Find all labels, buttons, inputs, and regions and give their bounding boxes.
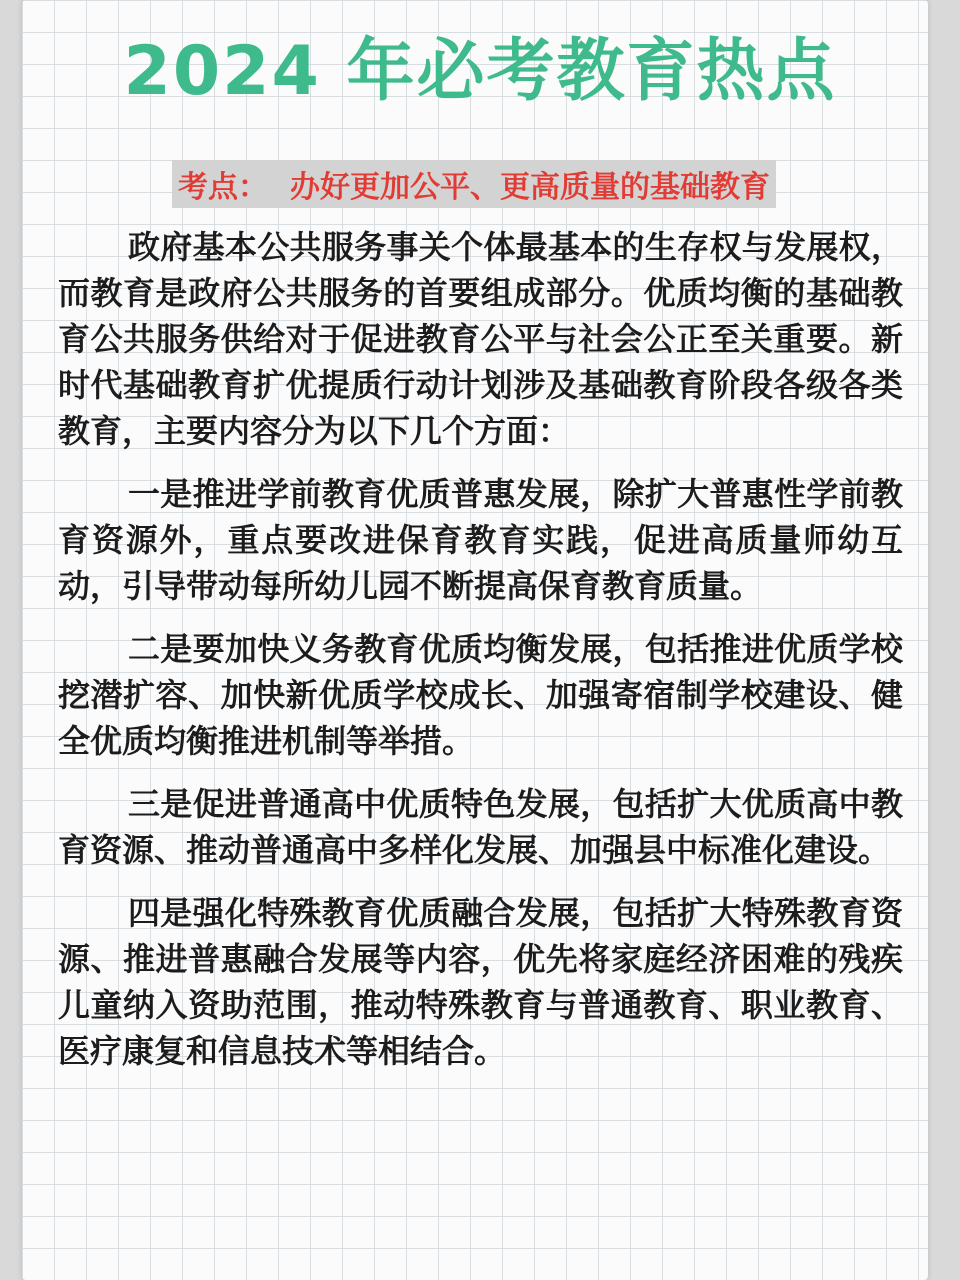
point-two-paragraph: 二是要加快义务教育优质均衡发展，包括推进优质学校挖潜扩容、加快新优质学校成长、加强寄宿制学校建设、健全优质均衡推进机制等举措。 xyxy=(58,630,903,760)
topic-label: 考点： xyxy=(178,170,268,205)
intro-paragraph: 政府基本公共服务事关个体最基本的生存权与发展权，而教育是政府公共服务的首要组成部分。优质均衡的基础教育公共服务供给对于促进教育公平与社会公正至关重要。新时代基础教育扩优提质行动计划涉及基础教育阶段各级各类教育，主要内容分为以下几个方面： xyxy=(58,228,903,450)
point-four-paragraph: 四是强化特殊教育优质融合发展，包括扩大特殊教育资源、推进普惠融合发展等内容，优先将家庭经济困难的残疾儿童纳入资助范围，推动特殊教育与普通教育、职业教育、医疗康复和信息技术等相结合。 xyxy=(58,894,903,1070)
point-one-paragraph: 一是推进学前教育优质普惠发展，除扩大普惠性学前教育资源外，重点要改进保育教育实践，促进高质量师幼互动，引导带动每所幼儿园不断提高保育教育质量。 xyxy=(58,475,903,605)
point-three-paragraph: 三是促进普通高中优质特色发展，包括扩大优质高中教育资源、推动普通高中多样化发展、加强县中标准化建设。 xyxy=(58,785,903,869)
article-body xyxy=(58,224,903,1091)
page-title: 2024 年必考教育热点 xyxy=(123,32,837,111)
topic-text: 办好更加公平、更高质量的基础教育 xyxy=(290,170,770,205)
topic-banner xyxy=(172,160,776,208)
